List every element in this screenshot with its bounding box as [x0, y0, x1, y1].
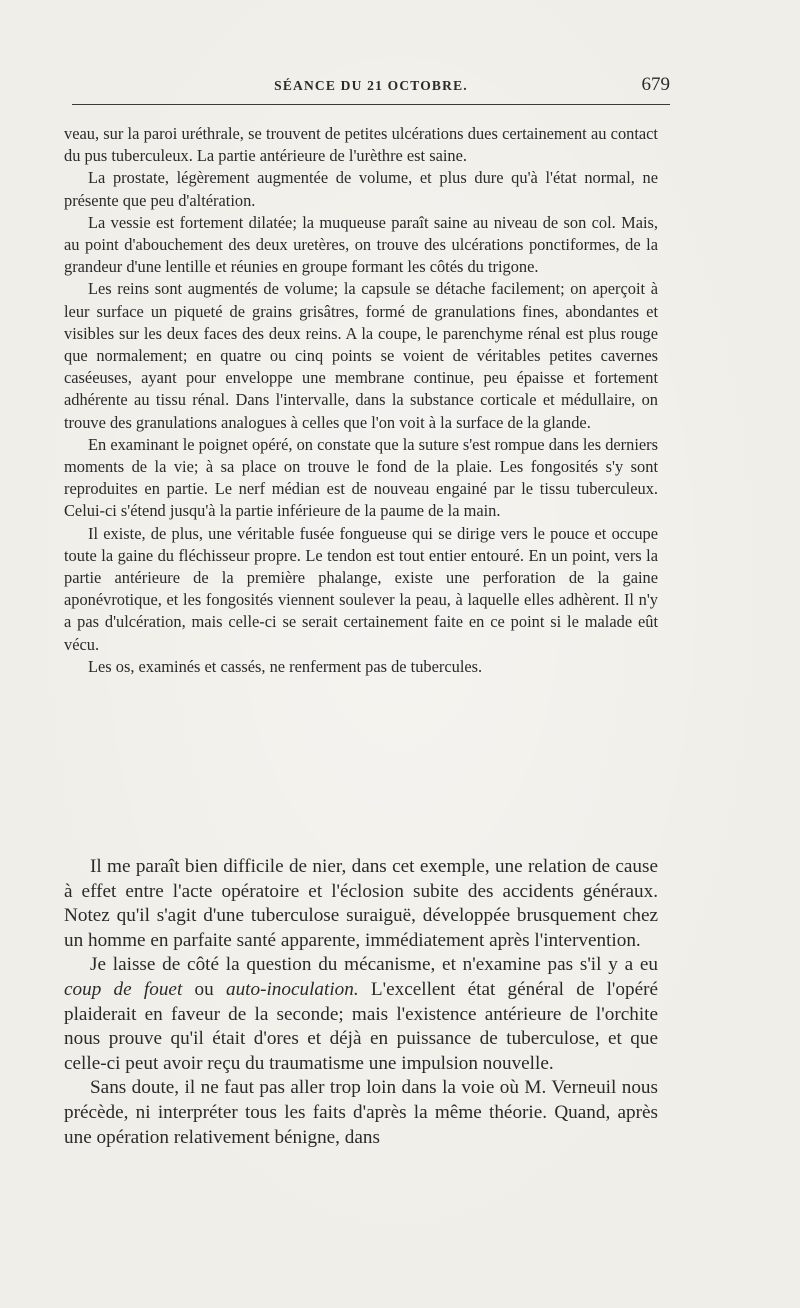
paragraph-urethra: veau, sur la paroi uréthrale, se trouvent de petites ulcérations dues certainement au contact du pus tuberculeux. La partie antérieure de l'urèthre est saine. — [64, 124, 658, 166]
paragraph-verneuil: Sans doute, il ne faut pas aller trop loin dans la voie où M. Verneuil nous précède, ni interpréter tous les faits d'après la même théorie. Quand, après une opération relativement bénigne, dans — [64, 1077, 658, 1148]
paragraph-prostate: La prostate, légèrement augmentée de volume, et plus dure qu'à l'état normal, ne présente que peu d'altération. — [64, 168, 658, 210]
paragraph-bladder: La vessie est fortement dilatée; la muqueuse paraît saine au niveau de son col. Mais, au point d'abouchement des deux uretères, on trouve des ulcérations ponctiformes, de la grandeur d'une lentille et réunies en groupe formant les côtés du trigone. — [64, 212, 658, 277]
paragraph-mechanism — [64, 953, 658, 1076]
paragraph-relation: Il me paraît bien difficile de nier, dans cet exemple, une relation de cause à effet entre l'acte opératoire et l'éclosion subite des accidents généraux. Notez qu'il s'agit d'une tuberculose suraiguë, développée brusquement chez un homme en parfaite santé apparente, immédiatement après l'intervention. — [64, 856, 658, 951]
paragraph-wrist: En examinant le poignet opéré, on constate que la suture s'est rompue dans les derniers moments de la vie; à sa place on trouve le fond de la plaie. Les fongosités s'y sont reproduites en partie. Le nerf médian est de nouveau engainé par le tissu tuberculeux. Celui-ci s'étend jusqu'à la partie inférieure de la paume de la main. — [64, 434, 658, 521]
page-number: 679 — [641, 74, 670, 95]
term-auto-inoculation: auto-inoculation. — [225, 978, 359, 1000]
term-coup-de-fouet: coup de fouet — [64, 978, 183, 1000]
mechanism-text-a: Je laisse de côté la question du mécanisme, et n'examine pas s'il y a eu — [90, 954, 658, 976]
discussion-text — [64, 855, 658, 1150]
paragraph-bones: Les os, examinés et cassés, ne renferment pas de tubercules. — [88, 656, 483, 676]
mechanism-text-c: ou — [182, 978, 226, 1000]
autopsy-report-text — [64, 123, 658, 678]
paragraph-kidneys: Les reins sont augmentés de volume; la capsule se détache facilement; on aperçoit à leur surface un piqueté de grains grisâtres, formé de granulations fines, abondantes et visibles sur les deux faces des deux reins. A la coupe, le parenchyme rénal est plus rouge que normalement; en quatre ou cinq points se voient de véritables petites cavernes caséeuses, ayant pour enveloppe une membrane continue, peu épaisse et fortement adhérente au tissu rénal. Dans l'intervalle, dans la substance corticale et médullaire, on trouve des granulations analogues à celles que l'on voit à la surface de la glande. — [64, 279, 658, 432]
running-head — [72, 74, 670, 100]
header-rule — [72, 104, 670, 105]
paragraph-thumb-sheath: Il existe, de plus, une véritable fusée fongueuse qui se dirige vers le pouce et occupe toute la gaine du fléchisseur propre. Le tendon est tout entier entouré. En un point, vers la partie antérieure de la première phalange, existe une perforation de la gaine aponévrotique, et les fongosités viennent soulever la peau, à laquelle elles adhèrent. Il n'y a pas d'ulcération, mais celle-ci se serait certainement faite en ce point si le malade eût vécu. — [64, 523, 658, 654]
running-title: SÉANCE DU 21 OCTOBRE. — [274, 78, 468, 93]
mechanism-text-e: L'excellent état général de l'opéré plaiderait en faveur de la seconde; mais l'existence antérieure de l'orchite nous prouve qu'il était d'ores et déjà en puissance de tuberculose, et que celle-ci peut avoir reçu du traumatisme une impulsion nouvelle. — [64, 978, 658, 1074]
